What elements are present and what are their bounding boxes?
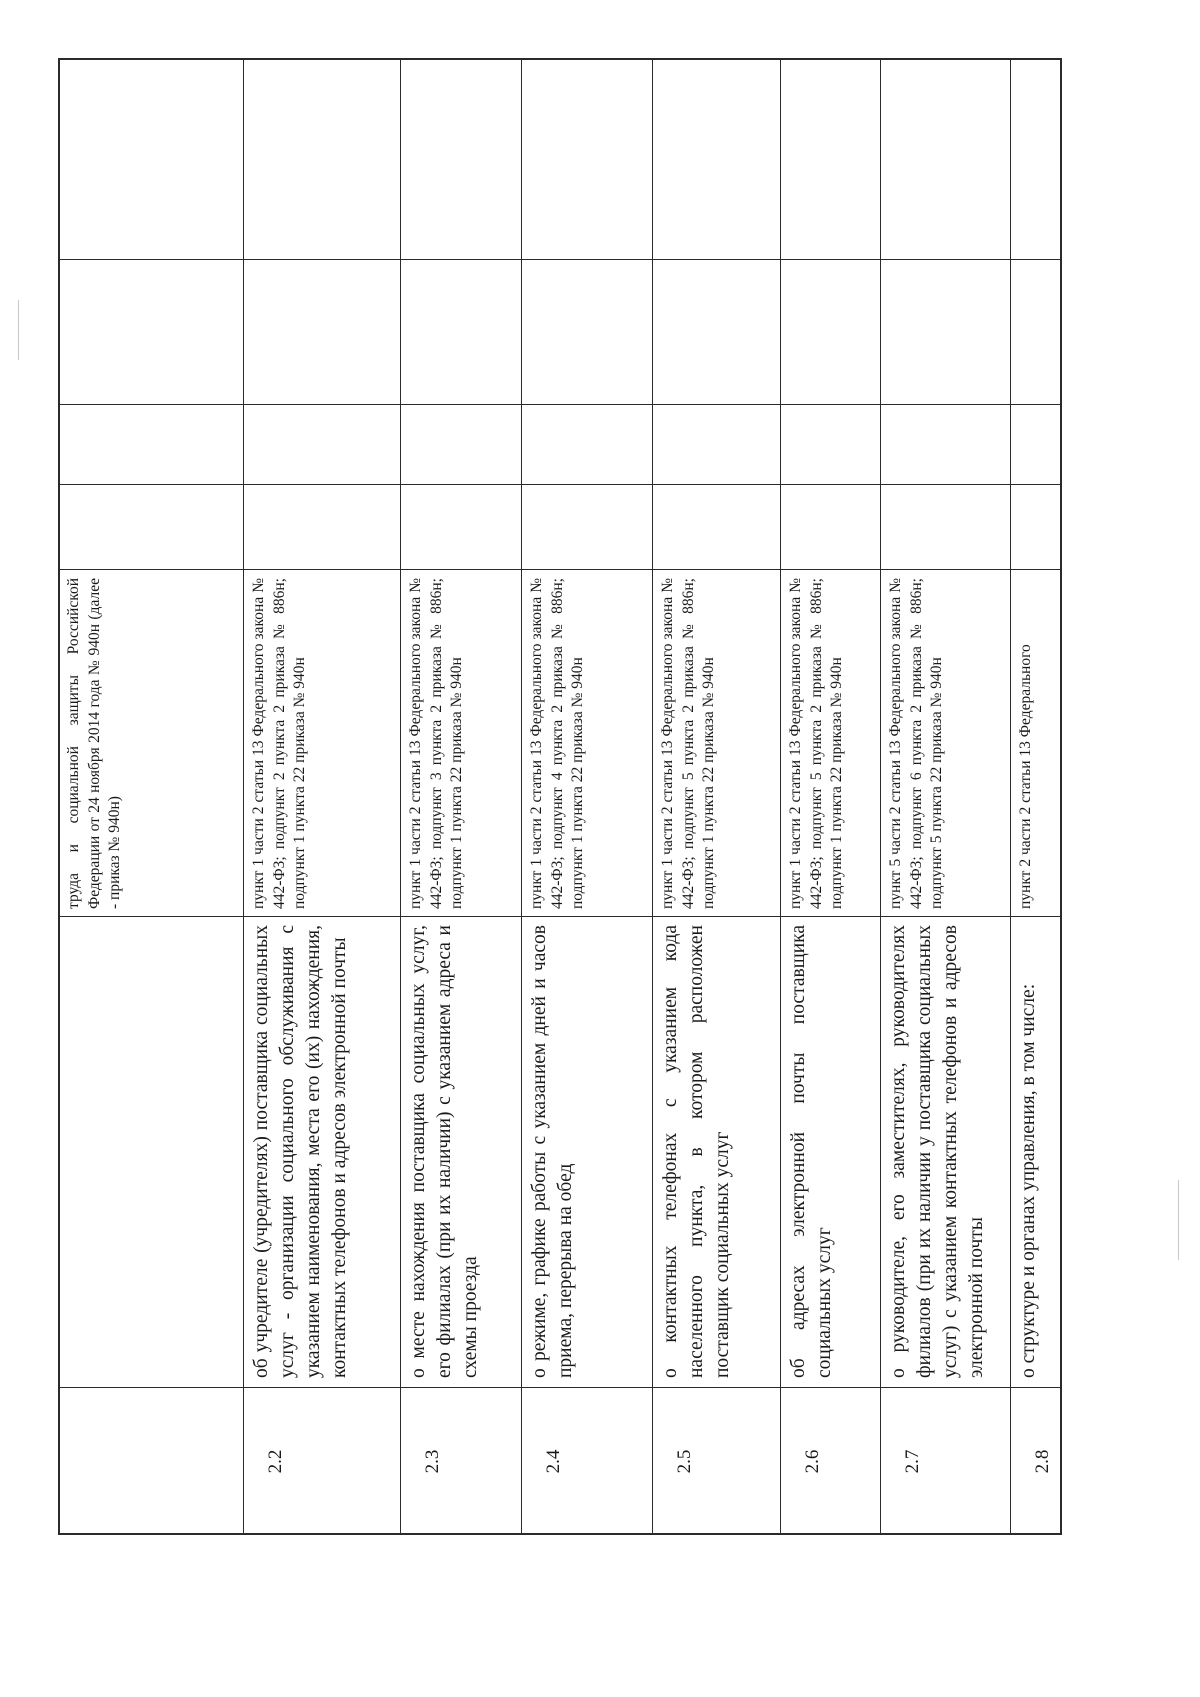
row-basis: пункт 1 части 2 статьи 13 Федерального закона № 442-ФЗ; подпункт 2 пункта 2 приказа № 886н; подпункт 1 пункта 22 приказа № 940н (250, 578, 308, 909)
row-basis: пункт 5 части 2 статьи 13 Федерального закона № 442-ФЗ; подпункт 6 пункта 2 приказа № 886н; подпункт 5 пункта 22 приказа № 940н (887, 578, 945, 909)
row-description: о режиме, графике работы с указанием дней и часов приема, перерыва на обед (529, 925, 576, 1378)
row-number: 2.3 (422, 1449, 443, 1474)
column-divider (58, 404, 1060, 405)
row-number: 2.5 (674, 1449, 695, 1474)
row-number: 2.7 (902, 1449, 923, 1474)
intro-basis-cell: труда и социальной защиты Российской Федерации от 24 ноября 2014 года № 940н (далее - приказ № 940н) (65, 578, 123, 909)
row-description: о структуре и органах управления, в том числе: (1018, 983, 1039, 1378)
row-description: об адресах электронной почты поставщика социальных услуг (788, 925, 835, 1378)
row-description: об учредителе (учредителях) поставщика социальных услуг - организации социального обслуживания с указанием наименования, места его (их) нахождения, контактных телефонов и адресов электронной почты (251, 925, 350, 1378)
row-number: 2.4 (543, 1449, 564, 1474)
row-basis: пункт 1 части 2 статьи 13 Федерального закона № 442-ФЗ; подпункт 5 пункта 2 приказа № 886н; подпункт 1 пункта 22 приказа № 940н (787, 578, 845, 909)
row-number: 2.2 (265, 1449, 286, 1474)
column-divider (58, 259, 1060, 260)
row-basis: пункт 2 части 2 статьи 13 Федерального (1017, 644, 1034, 909)
table-border-right (58, 58, 1062, 60)
row-description: о руководителе, его заместителях, руководителях филиалов (при их наличии у поставщика социальных услуг) с указанием контактных телефонов и адресов электронной почты (888, 925, 987, 1378)
row-basis: пункт 1 части 2 статьи 13 Федерального закона № 442-ФЗ; подпункт 4 пункта 2 приказа № 886н; подпункт 1 пункта 22 приказа № 940н (528, 578, 586, 909)
row-number: 2.6 (802, 1449, 823, 1474)
row-description: о месте нахождения поставщика социальных услуг, его филиалах (при их наличии) с указанием адреса и схемы проезда (408, 925, 481, 1378)
row-description: о контактных телефонах с указанием кода населенного пункта, в котором расположен поставщик социальных услуг (660, 925, 733, 1378)
row-basis: пункт 1 части 2 статьи 13 Федерального закона № 442-ФЗ; подпункт 3 пункта 2 приказа № 886н; подпункт 1 пункта 22 приказа № 940н (407, 578, 465, 909)
row-basis: пункт 1 части 2 статьи 13 Федерального закона № 442-ФЗ; подпункт 5 пункта 2 приказа № 886н; подпункт 1 пункта 22 приказа № 940н (659, 578, 717, 909)
table-border-bottom (1060, 60, 1062, 1535)
column-divider (58, 484, 1060, 485)
row-number: 2.8 (1032, 1449, 1053, 1474)
